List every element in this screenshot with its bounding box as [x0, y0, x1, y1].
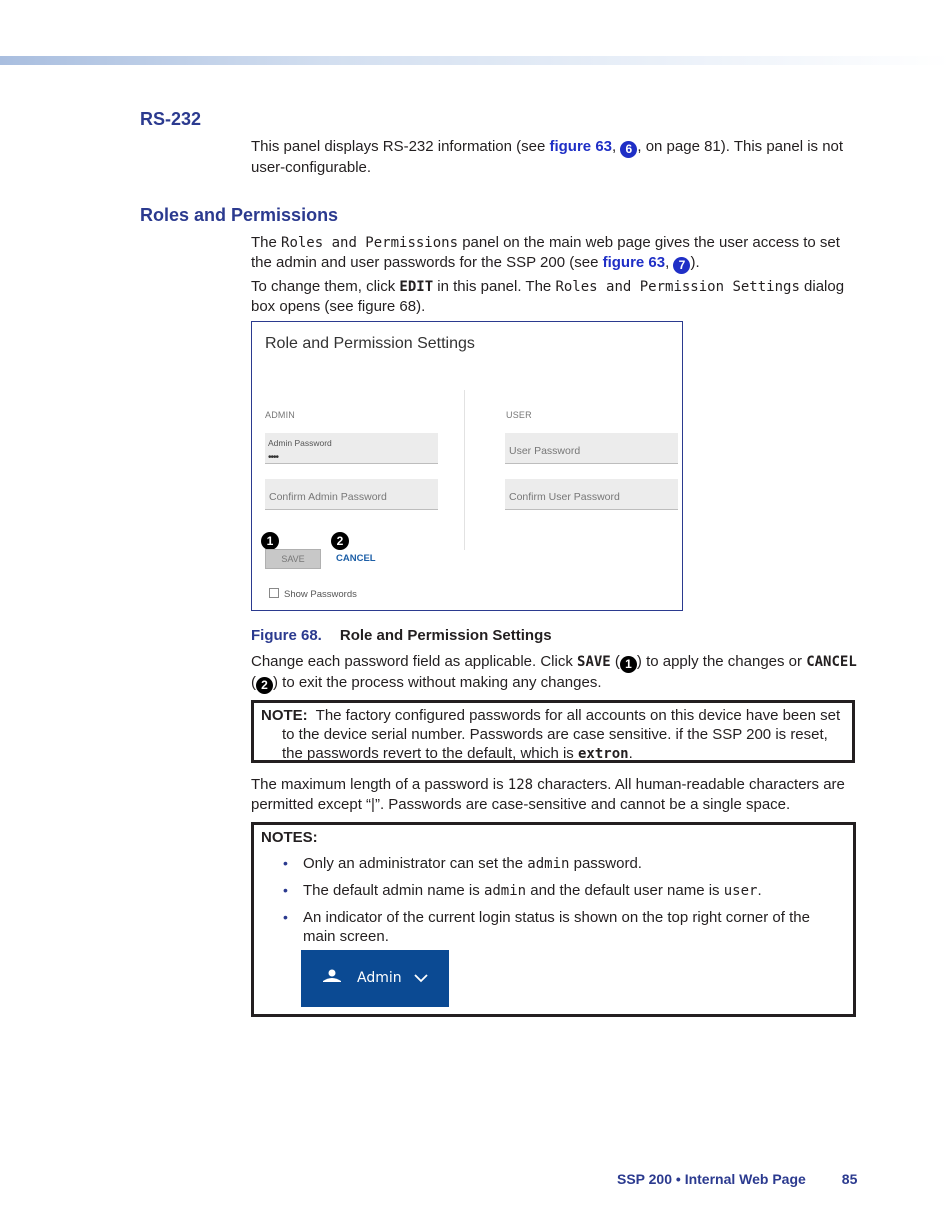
figure-number: Figure 68.: [251, 627, 322, 644]
role-permission-dialog-figure: [251, 321, 683, 611]
figure-title: Role and Permission Settings: [339, 627, 552, 644]
notes-lead: NOTES:: [261, 829, 318, 846]
save-button[interactable]: SAVE: [265, 549, 321, 569]
callout-2-icon: 2: [331, 532, 349, 550]
user-password-field[interactable]: User Password: [505, 433, 678, 464]
max-length-paragraph: The maximum length of a password is 128 characters. All human-readable characters are permitted except “|”. Passwords are case-sensitive and cannot be a single space.: [251, 776, 845, 813]
notes-list: [261, 854, 845, 946]
confirm-admin-password-field[interactable]: Confirm Admin Password: [265, 479, 438, 510]
dialog-divider: [464, 390, 465, 550]
header-gradient-bar: [0, 56, 950, 65]
list-item: • The default admin name is admin and the default user name is user.: [261, 881, 845, 901]
show-passwords-label: Show Passwords: [284, 589, 357, 600]
callout-2-inline-icon: 2: [256, 677, 273, 694]
user-icon: [323, 969, 341, 983]
notes-box: [251, 822, 856, 1017]
cancel-button[interactable]: CANCEL: [336, 553, 376, 564]
admin-password-field[interactable]: [265, 433, 438, 464]
page-number: 85: [841, 1171, 858, 1187]
rs232-heading: RS-232: [140, 109, 202, 129]
callout-6-icon: 6: [620, 141, 637, 158]
note-lead: NOTE:: [261, 707, 308, 724]
footer-title: SSP 200 • Internal Web Page: [617, 1171, 806, 1187]
roles-paragraph-1: The Roles and Permissions panel on the main web page gives the user access to set the admin and user passwords for the SSP 200 (see figure 63, 7 ).: [251, 234, 840, 272]
user-section-label: USER: [506, 410, 532, 420]
figure-caption: [251, 626, 552, 645]
roles-heading: Roles and Permissions: [140, 205, 339, 225]
callout-1-inline-icon: 1: [620, 656, 637, 673]
admin-password-label: Admin Password: [268, 438, 332, 448]
page-footer: [617, 1170, 857, 1189]
callout-7-icon: 7: [673, 257, 690, 274]
note-box: NOTE: The factory configured passwords for all accounts on this device have been set to the device serial number. Passwords are case sensitive. if the SSP 200 is reset, the passwords revert to the default, which is extron.: [251, 700, 855, 763]
show-passwords-checkbox[interactable]: [269, 588, 279, 598]
confirm-user-password-field[interactable]: Confirm User Password: [505, 479, 678, 510]
admin-password-value: ••••: [268, 452, 279, 463]
list-item: • An indicator of the current login status is shown on the top right corner of the main screen.: [261, 908, 845, 946]
admin-indicator-label: Admin: [357, 970, 402, 986]
admin-login-indicator: [301, 950, 449, 1007]
chevron-down-icon: [413, 970, 429, 986]
figure-63-link[interactable]: figure 63: [549, 138, 613, 155]
roles-paragraph-2: To change them, click EDIT in this panel. The Roles and Permission Settings dialog box opens (see figure 68).: [251, 278, 845, 315]
list-item: • Only an administrator can set the admin password.: [261, 854, 845, 874]
rs232-paragraph: This panel displays RS-232 information (see figure 63, 6 , on page 81). This panel is not user-configurable.: [251, 138, 844, 176]
admin-section-label: ADMIN: [265, 410, 295, 420]
callout-1-icon: 1: [261, 532, 279, 550]
change-password-paragraph: Change each password field as applicable. Click SAVE ( 1 ) to apply the changes or CANCEL ( 2 ) to exit the process without making any changes.: [251, 653, 857, 692]
dialog-title: Role and Permission Settings: [265, 335, 475, 352]
figure-63-link-2[interactable]: figure 63: [602, 254, 666, 271]
